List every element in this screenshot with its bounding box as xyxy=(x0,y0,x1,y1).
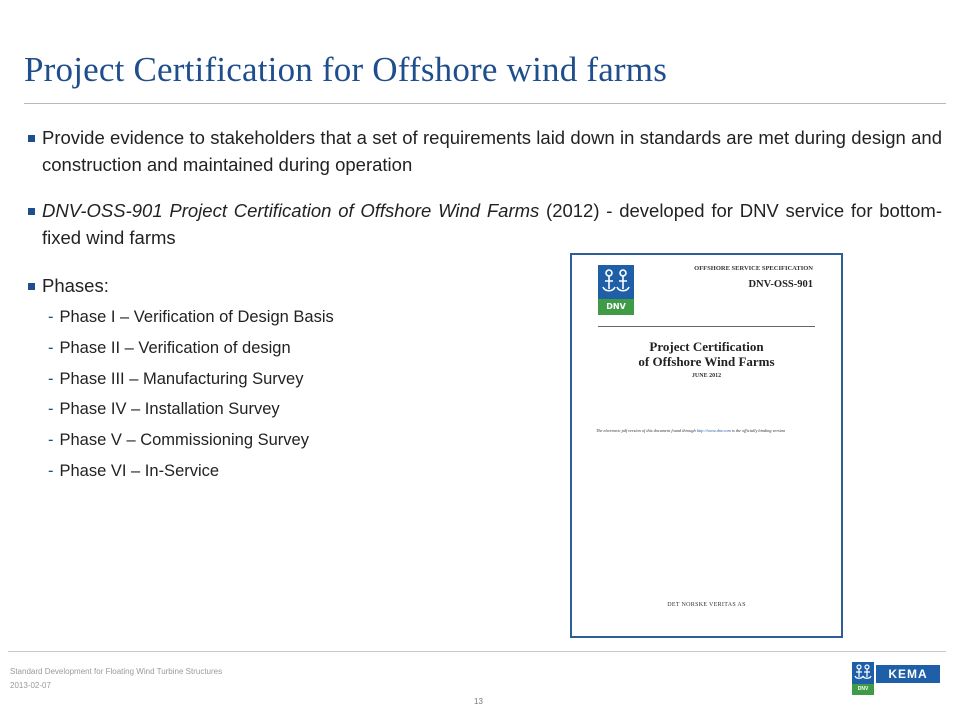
footer-date: 2013-02-07 xyxy=(10,681,51,690)
bullet-text: Provide evidence to stakeholders that a set of requirements laid down in standards are met during design and construction and maintained during operation xyxy=(42,127,942,175)
bullet-text: Phases: xyxy=(42,275,109,296)
phase-item-2: - Phase II – Verification of design xyxy=(48,339,291,357)
document-cover-image xyxy=(570,253,843,638)
square-bullet-icon xyxy=(28,283,35,290)
kema-logo: KEMA xyxy=(876,665,940,683)
footer-divider xyxy=(8,651,946,652)
dnv-logo xyxy=(598,265,634,315)
bullet-item-2 xyxy=(24,197,942,251)
phase-item-1: - Phase I – Verification of Design Basis xyxy=(48,308,334,326)
phase-item-5: - Phase V – Commissioning Survey xyxy=(48,431,309,449)
cover-divider xyxy=(598,326,815,327)
page-title: Project Certification for Offshore wind farms xyxy=(24,50,668,89)
cover-title: Project Certification of Offshore Wind Farms xyxy=(638,339,775,369)
footer-logo xyxy=(852,662,944,706)
phase-item-3: - Phase III – Manufacturing Survey xyxy=(48,370,304,388)
page-number: 13 xyxy=(474,697,483,706)
standard-description: (2012) - developed for DNV service for bottom-fixed wind farms xyxy=(42,200,942,248)
bullet-item-3 xyxy=(24,272,524,299)
cover-publisher: DET NORSKE VERITAS AS xyxy=(667,602,746,608)
phase-item-6: - Phase VI – In-Service xyxy=(48,462,220,480)
dnv-footer-logo: DNV xyxy=(852,662,874,695)
dnv-logo-text: DNV xyxy=(598,299,634,315)
ship-logo-icon xyxy=(852,662,874,684)
bullet-item-1 xyxy=(24,124,942,178)
square-bullet-icon xyxy=(28,135,35,142)
bullet-text xyxy=(42,197,942,251)
cover-spec-label: OFFSHORE SERVICE SPECIFICATION xyxy=(694,265,813,272)
standard-name: DNV-OSS-901 Project Certification of Offshore Wind Farms xyxy=(42,200,540,221)
phase-item-4: - Phase IV – Installation Survey xyxy=(48,400,280,418)
ship-logo-icon xyxy=(598,265,634,299)
cover-code: DNV-OSS-901 xyxy=(748,279,813,290)
title-divider xyxy=(24,103,946,104)
footer-subject: Standard Development for Floating Wind Turbine Structures xyxy=(10,667,223,676)
square-bullet-icon xyxy=(28,208,35,215)
cover-note: The electronic pdf version of this document found through http://www.dnv.com is the officially binding version xyxy=(596,428,786,433)
cover-date: JUNE 2012 xyxy=(691,373,722,379)
